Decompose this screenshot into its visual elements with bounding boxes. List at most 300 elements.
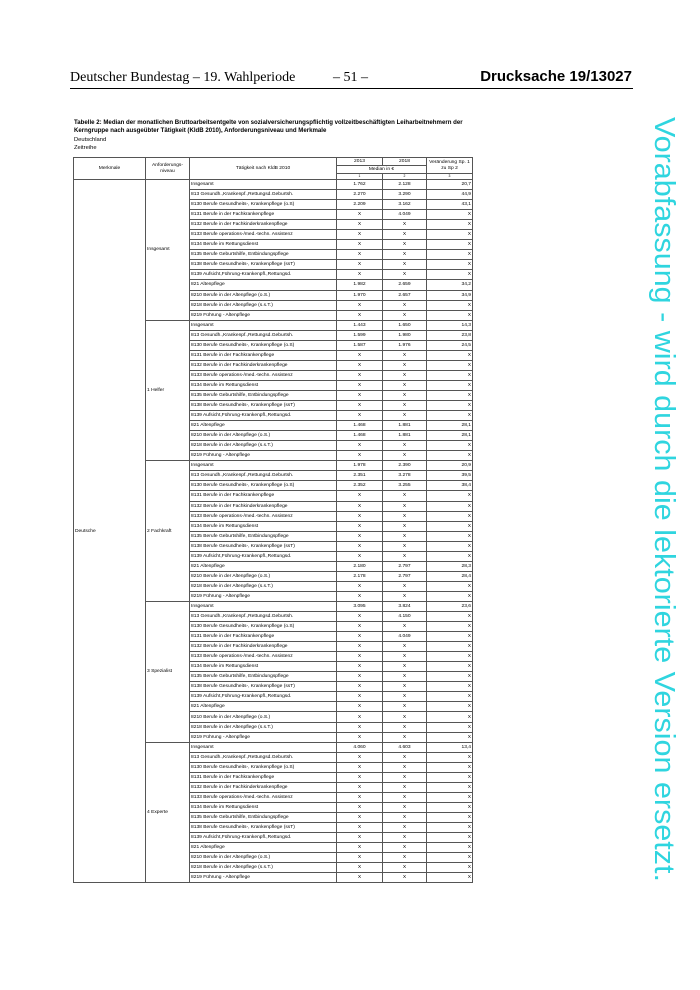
- median-2018-cell: X: [383, 551, 427, 561]
- occupation-cell: 8133 Berufe operations-/med.-techn. Assistenz: [190, 652, 337, 662]
- median-2018-cell: 1.976: [383, 340, 427, 350]
- column-header-taetigkeit: Tätigkeit nach KldB 2010: [190, 158, 337, 180]
- median-2018-cell: X: [383, 732, 427, 742]
- median-2013-cell: X: [337, 692, 383, 702]
- median-2018-cell: X: [383, 581, 427, 591]
- median-2013-cell: X: [337, 270, 383, 280]
- header-rule: [70, 88, 633, 89]
- change-cell: X: [427, 762, 473, 772]
- median-2013-cell: X: [337, 762, 383, 772]
- median-2013-cell: X: [337, 863, 383, 873]
- median-2013-cell: X: [337, 612, 383, 622]
- median-2013-cell: 1.762: [337, 180, 383, 190]
- change-cell: 23,6: [427, 601, 473, 611]
- table-title: Tabelle 2: Median der monatlichen Bruttoarbeitsentgelte von sozialversicherungspflichtig vollzeitbeschäftigten Leiharbeitnehmern der Kerngruppe nach ausgeübter Tätigkeit (KldB 2010), Anforderungsniveau und Merkmale: [74, 119, 463, 134]
- change-cell: 34,9: [427, 290, 473, 300]
- drucksache-id: 13027: [590, 68, 632, 85]
- occupation-cell: Insgesamt: [190, 601, 337, 611]
- change-cell: 28,4: [427, 571, 473, 581]
- median-2013-cell: X: [337, 380, 383, 390]
- change-cell: X: [427, 250, 473, 260]
- change-cell: X: [427, 833, 473, 843]
- occupation-cell: 8132 Berufe in der Fachkinderkrankenpflege: [190, 782, 337, 792]
- occupation-cell: 8210 Berufe in der Altenpflege (o.S.): [190, 571, 337, 581]
- change-cell: X: [427, 541, 473, 551]
- median-2013-cell: X: [337, 240, 383, 250]
- change-cell: X: [427, 380, 473, 390]
- occupation-cell: Insgesamt: [190, 320, 337, 330]
- occupation-cell: 8130 Berufe Gesundheits-, Krankenpflege (o.S): [190, 200, 337, 210]
- median-2018-cell: X: [383, 230, 427, 240]
- median-2013-cell: 1.982: [337, 280, 383, 290]
- occupation-cell: 813 Gesundh.,Krankenpf.,Rettungsd.Geburtsh.: [190, 612, 337, 622]
- change-cell: 14,3: [427, 320, 473, 330]
- change-cell: 23,8: [427, 330, 473, 340]
- median-2013-cell: X: [337, 712, 383, 722]
- median-2018-cell: 1.980: [383, 330, 427, 340]
- median-2018-cell: 4.049: [383, 210, 427, 220]
- median-2018-cell: X: [383, 772, 427, 782]
- median-2013-cell: X: [337, 581, 383, 591]
- median-2013-cell: X: [337, 401, 383, 411]
- median-2013-cell: X: [337, 672, 383, 682]
- occupation-cell: 8135 Berufe Geburtshilfe, Entbindungspflege: [190, 812, 337, 822]
- change-cell: X: [427, 300, 473, 310]
- change-cell: X: [427, 712, 473, 722]
- median-2013-cell: 1.599: [337, 330, 383, 340]
- change-cell: 34,2: [427, 280, 473, 290]
- median-2018-cell: X: [383, 451, 427, 461]
- change-cell: X: [427, 863, 473, 873]
- median-2018-cell: X: [383, 310, 427, 320]
- median-2013-cell: X: [337, 551, 383, 561]
- median-2013-cell: X: [337, 622, 383, 632]
- median-2013-cell: X: [337, 833, 383, 843]
- median-2018-cell: 3.162: [383, 200, 427, 210]
- median-2018-cell: 2.657: [383, 290, 427, 300]
- occupation-cell: 8219 Führung - Altenpflege: [190, 451, 337, 461]
- median-2018-cell: 3.290: [383, 190, 427, 200]
- header-left: Deutscher Bundestag – 19. Wahlperiode: [70, 70, 296, 85]
- median-2013-cell: 2.351: [337, 471, 383, 481]
- occupation-cell: Insgesamt: [190, 742, 337, 752]
- occupation-cell: 8219 Führung - Altenpflege: [190, 591, 337, 601]
- median-2018-cell: 1.881: [383, 421, 427, 431]
- median-2018-cell: 3.278: [383, 471, 427, 481]
- drucksache-number: [480, 68, 632, 85]
- change-cell: X: [427, 260, 473, 270]
- median-2013-cell: X: [337, 350, 383, 360]
- median-2018-cell: 4.150: [383, 612, 427, 622]
- median-2018-cell: X: [383, 812, 427, 822]
- occupation-cell: 8218 Berufe in der Altenpflege (s.s.T.): [190, 300, 337, 310]
- median-2018-cell: X: [383, 652, 427, 662]
- occupation-cell: 8218 Berufe in der Altenpflege (s.s.T.): [190, 441, 337, 451]
- occupation-cell: 8139 Aufsicht,Führung-Krankenpfl.,Rettungsd.: [190, 270, 337, 280]
- median-2013-cell: 1.978: [337, 461, 383, 471]
- occupation-cell: 8134 Berufe im Rettungsdienst: [190, 380, 337, 390]
- occupation-cell: 8219 Führung - Altenpflege: [190, 873, 337, 883]
- median-2013-cell: X: [337, 491, 383, 501]
- median-2013-cell: X: [337, 531, 383, 541]
- change-cell: X: [427, 270, 473, 280]
- column-header-2013: 2013: [337, 158, 383, 166]
- change-cell: X: [427, 652, 473, 662]
- change-cell: X: [427, 491, 473, 501]
- change-cell: X: [427, 441, 473, 451]
- median-2013-cell: 1.468: [337, 431, 383, 441]
- occupation-cell: 8130 Berufe Gesundheits-, Krankenpflege (o.S): [190, 481, 337, 491]
- watermark: [607, 112, 697, 882]
- change-cell: 38,4: [427, 481, 473, 491]
- median-2013-cell: X: [337, 250, 383, 260]
- median-2018-cell: X: [383, 712, 427, 722]
- median-2018-cell: X: [383, 622, 427, 632]
- change-cell: X: [427, 501, 473, 511]
- median-2013-cell: X: [337, 642, 383, 652]
- occupation-cell: 8135 Berufe Geburtshilfe, Entbindungspflege: [190, 531, 337, 541]
- occupation-cell: 821 Altenpflege: [190, 280, 337, 290]
- median-2013-cell: X: [337, 451, 383, 461]
- median-2013-cell: 1.587: [337, 340, 383, 350]
- median-2018-cell: X: [383, 411, 427, 421]
- change-cell: 28,1: [427, 421, 473, 431]
- table-body: [74, 180, 473, 883]
- change-cell: X: [427, 350, 473, 360]
- occupation-cell: 821 Altenpflege: [190, 702, 337, 712]
- median-2018-cell: 2.659: [383, 280, 427, 290]
- level-cell: 4 Experte: [146, 742, 190, 883]
- table-subtitle-series: Zeitreihe: [74, 145, 97, 151]
- median-2018-cell: X: [383, 531, 427, 541]
- occupation-cell: 821 Altenpflege: [190, 421, 337, 431]
- occupation-cell: 813 Gesundh.,Krankenpf.,Rettungsd.Geburtsh.: [190, 471, 337, 481]
- occupation-cell: 813 Gesundh.,Krankenpf.,Rettungsd.Geburtsh.: [190, 330, 337, 340]
- occupation-cell: 8130 Berufe Gesundheits-, Krankenpflege (o.S): [190, 622, 337, 632]
- occupation-cell: 8218 Berufe in der Altenpflege (s.s.T.): [190, 863, 337, 873]
- median-2018-cell: 1.650: [383, 320, 427, 330]
- column-header-change: Veränderung Sp. 1 zu Sp 2: [427, 158, 473, 174]
- occupation-cell: 813 Gesundh.,Krankenpf.,Rettungsd.Geburtsh.: [190, 190, 337, 200]
- occupation-cell: Insgesamt: [190, 180, 337, 190]
- occupation-cell: 8131 Berufe in der Fachkrankenpflege: [190, 632, 337, 642]
- occupation-cell: 8139 Aufsicht,Führung-Krankenpfl.,Rettungsd.: [190, 692, 337, 702]
- median-2018-cell: X: [383, 541, 427, 551]
- occupation-cell: Insgesamt: [190, 461, 337, 471]
- median-2018-cell: X: [383, 250, 427, 260]
- median-2013-cell: 1.468: [337, 421, 383, 431]
- median-2018-cell: X: [383, 390, 427, 400]
- change-cell: X: [427, 360, 473, 370]
- change-cell: X: [427, 772, 473, 782]
- median-2018-cell: 1.881: [383, 431, 427, 441]
- occupation-cell: 8132 Berufe in der Fachkinderkrankenpflege: [190, 220, 337, 230]
- occupation-cell: 8133 Berufe operations-/med.-techn. Assistenz: [190, 370, 337, 380]
- occupation-cell: 8133 Berufe operations-/med.-techn. Assistenz: [190, 230, 337, 240]
- level-cell: 2 Fachkraft: [146, 461, 190, 602]
- occupation-cell: 8219 Führung - Altenpflege: [190, 310, 337, 320]
- median-2018-cell: X: [383, 672, 427, 682]
- column-header-2018: 2018: [383, 158, 427, 166]
- occupation-cell: 821 Altenpflege: [190, 843, 337, 853]
- median-2013-cell: X: [337, 230, 383, 240]
- occupation-cell: 8138 Berufe Gesundheits-, Krankenpflege (ssT): [190, 682, 337, 692]
- change-cell: X: [427, 240, 473, 250]
- median-2013-cell: 4.060: [337, 742, 383, 752]
- occupation-cell: 8139 Aufsicht,Führung-Krankenpfl.,Rettungsd.: [190, 411, 337, 421]
- median-2013-cell: X: [337, 370, 383, 380]
- median-2013-cell: X: [337, 220, 383, 230]
- median-2013-cell: X: [337, 662, 383, 672]
- median-2013-cell: X: [337, 652, 383, 662]
- median-2013-cell: X: [337, 632, 383, 642]
- change-cell: 39,5: [427, 471, 473, 481]
- occupation-cell: 8218 Berufe in der Altenpflege (s.s.T.): [190, 722, 337, 732]
- occupation-cell: 8138 Berufe Gesundheits-, Krankenpflege (ssT): [190, 401, 337, 411]
- occupation-cell: 8138 Berufe Gesundheits-, Krankenpflege (ssT): [190, 541, 337, 551]
- occupation-cell: 8134 Berufe im Rettungsdienst: [190, 802, 337, 812]
- change-cell: X: [427, 662, 473, 672]
- median-2013-cell: X: [337, 360, 383, 370]
- table-subtitle-region: Deutschland: [74, 137, 107, 143]
- median-2013-cell: X: [337, 682, 383, 692]
- column-number-2: 2: [383, 174, 427, 180]
- change-cell: X: [427, 581, 473, 591]
- median-2013-cell: X: [337, 300, 383, 310]
- median-2013-cell: 2.352: [337, 481, 383, 491]
- change-cell: X: [427, 873, 473, 883]
- column-header-median: Median in €: [337, 166, 427, 174]
- change-cell: 20,9: [427, 461, 473, 471]
- occupation-cell: 8130 Berufe Gesundheits-, Krankenpflege (o.S): [190, 340, 337, 350]
- column-number-3: 3: [427, 174, 473, 180]
- median-2018-cell: X: [383, 843, 427, 853]
- occupation-cell: 8134 Berufe im Rettungsdienst: [190, 240, 337, 250]
- occupation-cell: 8138 Berufe Gesundheits-, Krankenpflege (ssT): [190, 260, 337, 270]
- median-2013-cell: X: [337, 310, 383, 320]
- data-table: [73, 157, 473, 883]
- occupation-cell: 8131 Berufe in der Fachkrankenpflege: [190, 350, 337, 360]
- change-cell: 43,1: [427, 200, 473, 210]
- median-2013-cell: X: [337, 541, 383, 551]
- occupation-cell: 8135 Berufe Geburtshilfe, Entbindungspflege: [190, 250, 337, 260]
- median-2018-cell: X: [383, 401, 427, 411]
- median-2018-cell: X: [383, 642, 427, 652]
- occupation-cell: 8134 Berufe im Rettungsdienst: [190, 521, 337, 531]
- median-2018-cell: X: [383, 692, 427, 702]
- median-2018-cell: X: [383, 863, 427, 873]
- median-2013-cell: X: [337, 722, 383, 732]
- level-cell: Insgesamt: [146, 180, 190, 321]
- occupation-cell: 8133 Berufe operations-/med.-techn. Assistenz: [190, 792, 337, 802]
- change-cell: X: [427, 752, 473, 762]
- change-cell: 28,3: [427, 561, 473, 571]
- median-2018-cell: X: [383, 511, 427, 521]
- median-2013-cell: X: [337, 802, 383, 812]
- median-2013-cell: X: [337, 752, 383, 762]
- median-2018-cell: X: [383, 722, 427, 732]
- merkmal-cell: Deutsche: [74, 180, 146, 883]
- occupation-cell: 8135 Berufe Geburtshilfe, Entbindungspflege: [190, 672, 337, 682]
- median-2018-cell: X: [383, 350, 427, 360]
- change-cell: 13,4: [427, 742, 473, 752]
- median-2018-cell: X: [383, 792, 427, 802]
- change-cell: X: [427, 722, 473, 732]
- median-2013-cell: X: [337, 411, 383, 421]
- median-2013-cell: X: [337, 732, 383, 742]
- occupation-cell: 8131 Berufe in der Fachkrankenpflege: [190, 491, 337, 501]
- change-cell: X: [427, 702, 473, 712]
- occupation-cell: 8132 Berufe in der Fachkinderkrankenpflege: [190, 360, 337, 370]
- occupation-cell: 8139 Aufsicht,Führung-Krankenpfl.,Rettungsd.: [190, 833, 337, 843]
- occupation-cell: 8133 Berufe operations-/med.-techn. Assistenz: [190, 511, 337, 521]
- median-2018-cell: X: [383, 260, 427, 270]
- median-2013-cell: X: [337, 501, 383, 511]
- change-cell: X: [427, 843, 473, 853]
- change-cell: X: [427, 401, 473, 411]
- median-2018-cell: 2.797: [383, 561, 427, 571]
- occupation-cell: 8134 Berufe im Rettungsdienst: [190, 662, 337, 672]
- change-cell: X: [427, 370, 473, 380]
- change-cell: X: [427, 451, 473, 461]
- occupation-cell: 821 Altenpflege: [190, 561, 337, 571]
- change-cell: X: [427, 551, 473, 561]
- median-2018-cell: X: [383, 270, 427, 280]
- occupation-cell: 813 Gesundh.,Krankenpf.,Rettungsd.Geburtsh.: [190, 752, 337, 762]
- median-2013-cell: X: [337, 823, 383, 833]
- change-cell: X: [427, 411, 473, 421]
- median-2013-cell: X: [337, 772, 383, 782]
- median-2013-cell: 2.180: [337, 561, 383, 571]
- column-number-1: 1: [337, 174, 383, 180]
- occupation-cell: 8210 Berufe in der Altenpflege (o.S.): [190, 431, 337, 441]
- column-header-merkmale: Merkmale: [74, 158, 146, 180]
- occupation-cell: 8210 Berufe in der Altenpflege (o.S.): [190, 290, 337, 300]
- median-2013-cell: X: [337, 441, 383, 451]
- table-row: [74, 180, 473, 190]
- change-cell: X: [427, 220, 473, 230]
- median-2018-cell: X: [383, 591, 427, 601]
- change-cell: X: [427, 310, 473, 320]
- median-2018-cell: X: [383, 370, 427, 380]
- median-2018-cell: X: [383, 702, 427, 712]
- median-2013-cell: X: [337, 591, 383, 601]
- occupation-cell: 8139 Aufsicht,Führung-Krankenpfl.,Rettungsd.: [190, 551, 337, 561]
- change-cell: X: [427, 612, 473, 622]
- occupation-cell: 8132 Berufe in der Fachkinderkrankenpflege: [190, 501, 337, 511]
- occupation-cell: 8132 Berufe in der Fachkinderkrankenpflege: [190, 642, 337, 652]
- median-2018-cell: X: [383, 752, 427, 762]
- median-2018-cell: X: [383, 762, 427, 772]
- column-header-niveau: Anforderungs-niveau: [146, 158, 190, 180]
- median-2013-cell: X: [337, 873, 383, 883]
- page-number: – 51 –: [333, 70, 368, 85]
- occupation-cell: 8218 Berufe in der Altenpflege (s.s.T.): [190, 581, 337, 591]
- median-2018-cell: X: [383, 441, 427, 451]
- median-2018-cell: 2.797: [383, 571, 427, 581]
- median-2013-cell: X: [337, 702, 383, 712]
- median-2013-cell: X: [337, 260, 383, 270]
- median-2018-cell: X: [383, 240, 427, 250]
- median-2018-cell: X: [383, 802, 427, 812]
- change-cell: 28,1: [427, 431, 473, 441]
- median-2013-cell: X: [337, 812, 383, 822]
- median-2013-cell: X: [337, 390, 383, 400]
- median-2013-cell: X: [337, 521, 383, 531]
- change-cell: X: [427, 210, 473, 220]
- median-2018-cell: X: [383, 782, 427, 792]
- watermark-text: Vorabfassung - wird durch die lektorierte Version ersetzt.: [648, 117, 680, 844]
- occupation-cell: 8138 Berufe Gesundheits-, Krankenpflege (ssT): [190, 823, 337, 833]
- occupation-cell: 8210 Berufe in der Altenpflege (o.S.): [190, 853, 337, 863]
- occupation-cell: 8219 Führung - Altenpflege: [190, 732, 337, 742]
- median-2018-cell: X: [383, 220, 427, 230]
- median-2013-cell: X: [337, 511, 383, 521]
- median-2013-cell: 3.095: [337, 601, 383, 611]
- median-2013-cell: 1.970: [337, 290, 383, 300]
- drucksache-label: Drucksache 19/: [480, 68, 591, 85]
- median-2018-cell: X: [383, 873, 427, 883]
- occupation-cell: 8210 Berufe in der Altenpflege (o.S.): [190, 712, 337, 722]
- change-cell: X: [427, 591, 473, 601]
- change-cell: X: [427, 692, 473, 702]
- median-2018-cell: X: [383, 521, 427, 531]
- median-2018-cell: X: [383, 501, 427, 511]
- occupation-cell: 8135 Berufe Geburtshilfe, Entbindungspflege: [190, 390, 337, 400]
- change-cell: X: [427, 732, 473, 742]
- median-2018-cell: 4.049: [383, 632, 427, 642]
- median-2013-cell: 2.178: [337, 571, 383, 581]
- change-cell: X: [427, 782, 473, 792]
- median-2018-cell: X: [383, 823, 427, 833]
- median-2013-cell: X: [337, 853, 383, 863]
- change-cell: X: [427, 682, 473, 692]
- median-2018-cell: X: [383, 360, 427, 370]
- median-2018-cell: X: [383, 682, 427, 692]
- median-2018-cell: 4.603: [383, 742, 427, 752]
- change-cell: X: [427, 390, 473, 400]
- median-2018-cell: 2.128: [383, 180, 427, 190]
- median-2018-cell: X: [383, 853, 427, 863]
- change-cell: X: [427, 230, 473, 240]
- median-2018-cell: 3.824: [383, 601, 427, 611]
- median-2013-cell: X: [337, 782, 383, 792]
- change-cell: X: [427, 521, 473, 531]
- median-2018-cell: X: [383, 300, 427, 310]
- change-cell: X: [427, 642, 473, 652]
- change-cell: X: [427, 511, 473, 521]
- change-cell: X: [427, 812, 473, 822]
- median-2013-cell: 2.270: [337, 190, 383, 200]
- median-2013-cell: X: [337, 843, 383, 853]
- median-2013-cell: 1.443: [337, 320, 383, 330]
- median-2018-cell: X: [383, 662, 427, 672]
- median-2018-cell: 3.255: [383, 481, 427, 491]
- level-cell: 3 Spezialist: [146, 601, 190, 742]
- change-cell: X: [427, 853, 473, 863]
- change-cell: X: [427, 802, 473, 812]
- change-cell: X: [427, 672, 473, 682]
- median-2018-cell: 2.390: [383, 461, 427, 471]
- median-2018-cell: X: [383, 833, 427, 843]
- change-cell: 44,9: [427, 190, 473, 200]
- occupation-cell: 8131 Berufe in der Fachkrankenpflege: [190, 772, 337, 782]
- median-2013-cell: X: [337, 792, 383, 802]
- median-2013-cell: X: [337, 210, 383, 220]
- median-2018-cell: X: [383, 491, 427, 501]
- change-cell: X: [427, 622, 473, 632]
- change-cell: 24,5: [427, 340, 473, 350]
